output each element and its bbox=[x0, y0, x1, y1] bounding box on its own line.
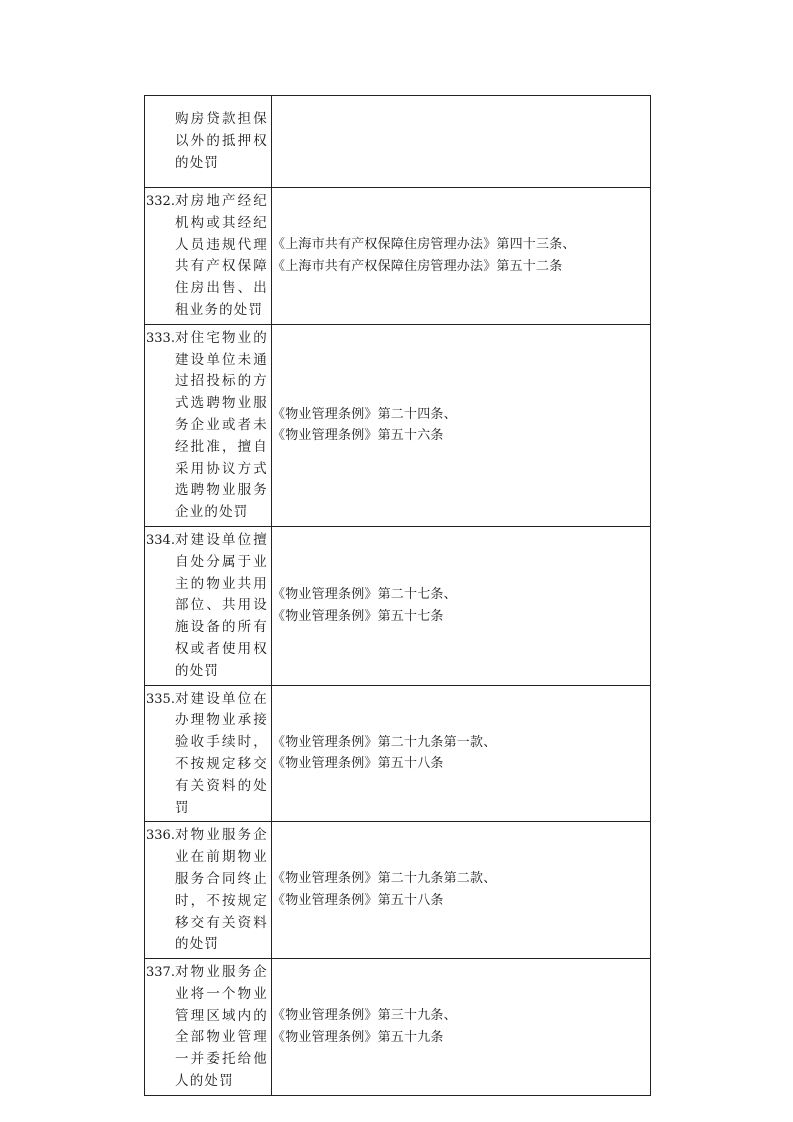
penalty-item-cell bbox=[145, 685, 272, 822]
penalty-item-cell bbox=[145, 959, 272, 1096]
penalty-item-cell bbox=[145, 822, 272, 959]
legal-basis-line: 《上海市共有产权保障住房管理办法》第五十二条 bbox=[272, 258, 563, 274]
legal-basis-line: 《物业管理条例》第二十四条、 bbox=[272, 406, 457, 422]
legal-basis-cell bbox=[272, 685, 651, 822]
table-row bbox=[145, 959, 651, 1096]
item-number: 335. bbox=[146, 691, 175, 707]
penalty-item-content bbox=[145, 325, 271, 526]
table-row bbox=[145, 526, 651, 685]
penalty-item-cell bbox=[145, 526, 272, 685]
table-row bbox=[145, 822, 651, 959]
legal-basis-line: 《物业管理条例》第三十九条、 bbox=[272, 1008, 457, 1024]
item-number: 333. bbox=[146, 330, 175, 346]
legal-basis-line: 《物业管理条例》第二十九条第一款、 bbox=[272, 734, 497, 750]
table-row bbox=[145, 188, 651, 325]
penalty-basis-table bbox=[144, 95, 651, 1096]
table-row bbox=[145, 324, 651, 526]
penalty-item-content bbox=[145, 527, 271, 685]
item-number: 337. bbox=[146, 965, 175, 981]
legal-basis-line: 《物业管理条例》第五十九条 bbox=[272, 1029, 444, 1045]
legal-basis-cell bbox=[272, 822, 651, 959]
penalty-item-text: 对建设单位在办理物业承接验收手续时，不按规定移交有关资料的处罚 bbox=[175, 690, 268, 816]
legal-basis-line: 《物业管理条例》第五十七条 bbox=[272, 608, 444, 624]
table-row bbox=[145, 685, 651, 822]
penalty-item-text: 对住宅物业的建设单位未通过招投标的方式选聘物业服务企业或者未经批准，擅自采用协议方式选聘物业服务企业的处罚 bbox=[175, 329, 268, 521]
penalty-item-cell bbox=[145, 96, 272, 188]
legal-basis-line: 《物业管理条例》第五十八条 bbox=[272, 893, 444, 909]
item-number: 332. bbox=[146, 194, 175, 209]
penalty-item-content bbox=[145, 822, 271, 958]
penalty-item-text: 对建设单位擅自处分属于业主的物业共用部位、共用设施设备的所有权或者使用权的处罚 bbox=[175, 531, 268, 679]
penalty-item-text: 对物业服务企业将一个物业管理区域内的全部物业管理一并委托给他人的处罚 bbox=[175, 964, 268, 1090]
legal-basis-line: 《上海市共有产权保障住房管理办法》第四十三条、 bbox=[272, 237, 576, 253]
table-body bbox=[145, 96, 651, 1096]
penalty-item-cell bbox=[145, 188, 272, 325]
table-row bbox=[145, 96, 651, 188]
legal-basis-cell bbox=[272, 96, 651, 188]
item-number: 334. bbox=[146, 532, 175, 548]
legal-basis-cell bbox=[272, 526, 651, 685]
legal-basis-cell bbox=[272, 324, 651, 526]
legal-basis-line: 《物业管理条例》第二十九条第二款、 bbox=[272, 871, 497, 887]
legal-basis-line: 《物业管理条例》第五十六条 bbox=[272, 428, 444, 444]
penalty-item-content bbox=[145, 959, 271, 1095]
penalty-item-content bbox=[145, 188, 271, 324]
penalty-item-text: 购房贷款担保以外的抵押权的处罚 bbox=[175, 111, 268, 171]
legal-basis-line: 《物业管理条例》第二十七条、 bbox=[272, 586, 457, 602]
legal-basis-cell bbox=[272, 188, 651, 325]
penalty-item-text: 对物业服务企业在前期物业服务合同终止时，不按规定移交有关资料的处罚 bbox=[175, 827, 268, 953]
penalty-item-content bbox=[145, 686, 271, 822]
penalty-item-cell bbox=[145, 324, 272, 526]
item-number: 336. bbox=[146, 828, 175, 844]
penalty-item-text: 对房地产经纪机构或其经纪人员违规代理共有产权保障住房出售、出租业务的处罚 bbox=[175, 193, 268, 318]
legal-basis-line: 《物业管理条例》第五十八条 bbox=[272, 756, 444, 772]
penalty-item-content bbox=[145, 106, 271, 176]
legal-basis-cell bbox=[272, 959, 651, 1096]
